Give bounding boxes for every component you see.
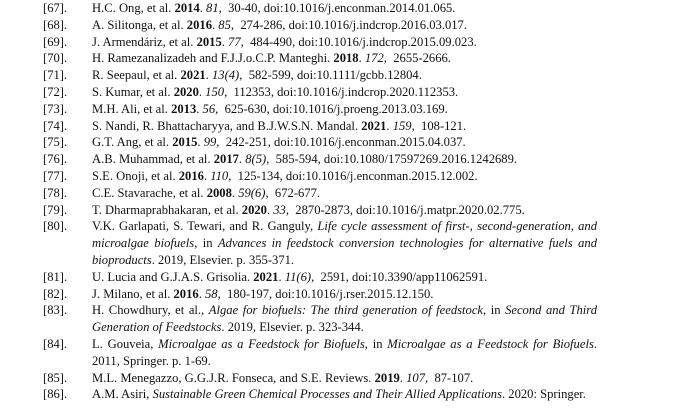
reference-segment: , in: [364, 337, 388, 351]
reference-number: [80].: [43, 219, 68, 234]
reference-italic: 8(5),: [245, 152, 270, 167]
reference-italic: 172,: [364, 51, 387, 66]
reference-segment: , in: [483, 303, 506, 318]
reference-year: 2016: [173, 286, 199, 301]
reference-italic: 33,: [273, 202, 289, 217]
reference-italic: 56,: [202, 101, 219, 116]
reference-segment: 2591, doi:10.3390/app11062591.: [314, 269, 488, 284]
reference-segment: .: [198, 286, 205, 301]
reference-text: [92, 151, 597, 168]
reference-segment: 87-107.: [428, 370, 474, 385]
reference-year: 2021: [180, 68, 206, 83]
reference-segment: U. Lucia and G.J.A.S. Grisolia.: [92, 269, 254, 284]
reference-segment: M.L. Menegazzo, G.G.J.R. Fonseca, and S.E. Reviews.: [92, 370, 375, 385]
reference-text: [92, 67, 597, 84]
reference-segment: .: [358, 51, 365, 66]
reference-segment: S. Kumar, et al.: [92, 85, 174, 99]
reference-segment: T. Dharmaprabhakaran, et al.: [92, 202, 242, 217]
reference-italic: Life cycle assessment of first-, second-generation, and microalgae biofuels: [92, 219, 601, 251]
reference-year: 2015: [172, 135, 198, 150]
reference-number: [69].: [43, 34, 68, 49]
reference-text: [92, 370, 597, 387]
reference-italic: Algae for biofuels: The third generation of feedstock: [208, 303, 483, 318]
reference-italic: 13(4),: [211, 68, 243, 83]
reference-segment: G.T. Ang, et al.: [92, 135, 173, 150]
reference-segment: . 2019, Elsevier. p. 323-344.: [221, 320, 364, 335]
reference-segment: M.H. Ali, et al.: [92, 101, 172, 116]
reference-text: [92, 134, 597, 151]
reference-segment: A.M. Asiri,: [92, 387, 153, 402]
reference-segment: S.E. Onoji, et al.: [92, 169, 179, 183]
reference-number: [76].: [43, 152, 68, 167]
reference-segment: .: [221, 34, 229, 49]
reference-text: [92, 118, 597, 135]
reference-segment: 582-599, doi:10.1111/gcbb.12804.: [242, 68, 422, 83]
reference-year: 2021: [253, 269, 279, 284]
reference-segment: .: [197, 135, 204, 150]
reference-segment: 274-286, doi:10.1016/j.indcrop.2016.03.017.: [234, 17, 468, 32]
reference-italic: 150,: [205, 85, 228, 99]
reference-year: 2019: [374, 370, 400, 385]
reference-segment: J. Milano, et al.: [92, 286, 174, 301]
reference-italic: 58,: [204, 286, 221, 301]
reference-year: 2015: [196, 34, 222, 49]
reference-segment: .: [238, 152, 246, 167]
reference-italic: Advances in feedstock conversion technologies for alternative fuels and bioproducts: [92, 236, 601, 267]
reference-italic: 99,: [203, 135, 220, 150]
reference-text: [92, 286, 597, 303]
reference-text: [92, 302, 601, 336]
reference-segment: .: [266, 202, 274, 217]
reference-segment: .: [198, 85, 206, 99]
reference-segment: 180-197, doi:10.1016/j.rser.2015.12.150.: [220, 286, 434, 301]
reference-italic: 11(6),: [284, 269, 315, 284]
reference-text: [92, 17, 597, 34]
reference-segment: 585-594, doi:10.1080/17597269.2016.1242689.: [269, 152, 518, 167]
reference-segment: . 2020: Springer.: [501, 387, 586, 402]
reference-year: 2017: [213, 152, 239, 167]
reference-text: [92, 50, 597, 67]
reference-segment: .: [386, 118, 393, 133]
reference-text: [92, 202, 597, 219]
reference-segment: 112353, doi:10.1016/j.indcrop.2020.112353.: [227, 85, 459, 99]
reference-segment: 672-677.: [268, 185, 321, 200]
reference-year: 2013: [171, 101, 197, 116]
reference-italic: Sustainable Green Chemical Processes and Their Allied Applications: [152, 387, 502, 402]
reference-segment: L. Gouveia,: [92, 337, 159, 351]
reference-italic: 110,: [210, 169, 232, 183]
reference-segment: H.C. Ong, et al.: [92, 1, 175, 15]
reference-segment: R. Seepaul, et al.: [92, 68, 181, 83]
reference-segment: 242-251, doi:10.1016/j.enconman.2015.04.037.: [219, 135, 466, 150]
reference-segment: . 2019, Elsevier. p. 355-371.: [151, 252, 295, 267]
reference-year: 2016: [178, 169, 204, 183]
reference-number: [81].: [43, 269, 68, 284]
reference-number: [85].: [43, 370, 68, 385]
reference-segment: A.B. Muhammad, et al.: [92, 152, 214, 167]
reference-text: [92, 218, 601, 268]
reference-segment: C.E. Stavarache, et al.: [92, 185, 207, 200]
reference-italic: 85,: [218, 17, 235, 32]
reference-segment: .: [399, 370, 407, 385]
reference-segment: .: [196, 101, 203, 116]
reference-italic: 81,: [206, 1, 222, 15]
reference-number: [67].: [43, 1, 68, 15]
reference-year: 2018: [333, 51, 359, 66]
reference-segment: .: [211, 17, 219, 32]
reference-year: 2020: [241, 202, 267, 217]
reference-number: [86].: [43, 387, 68, 402]
reference-segment: .: [203, 169, 211, 183]
reference-year: 2021: [361, 118, 387, 133]
reference-segment: .: [278, 269, 285, 284]
reference-italic: 159,: [392, 118, 415, 133]
reference-segment: . 2011, Springer. p. 1-69.: [92, 337, 601, 368]
reference-number: [79].: [43, 202, 68, 217]
reference-text: [92, 101, 597, 118]
reference-segment: H. Ramezanalizadeh and F.J.J.o.C.P. Manteghi.: [92, 51, 334, 66]
reference-text: [92, 84, 597, 101]
reference-segment: 2870-2873, doi:10.1016/j.matpr.2020.02.775.: [289, 202, 525, 217]
reference-segment: 484-490, doi:10.1016/j.indcrop.2015.09.023.: [243, 34, 477, 49]
reference-segment: , in: [194, 236, 218, 251]
reference-number: [82].: [43, 286, 68, 301]
reference-segment: .: [199, 1, 207, 15]
reference-number: [84].: [43, 337, 68, 351]
reference-segment: V.K. Garlapati, S. Tewari, and R. Ganguly,: [92, 219, 318, 234]
reference-year: 2014: [174, 1, 200, 15]
reference-italic: 77,: [228, 34, 244, 49]
reference-segment: .: [231, 185, 239, 200]
reference-segment: S. Nandi, R. Bhattacharyya, and B.J.W.S.N. Mandal.: [92, 118, 362, 133]
reference-text: [92, 185, 597, 202]
reference-segment: J. Armendáriz, et al.: [92, 34, 197, 49]
reference-segment: .: [205, 68, 212, 83]
reference-number: [71].: [43, 68, 68, 83]
reference-italic: 59(6),: [238, 185, 269, 200]
reference-number: [83].: [43, 303, 68, 318]
reference-text: [92, 168, 597, 185]
reference-segment: 30-40, doi:10.1016/j.enconman.2014.01.065.: [221, 1, 456, 15]
reference-text: [92, 0, 597, 17]
reference-number: [78].: [43, 185, 68, 200]
reference-year: 2020: [173, 85, 199, 99]
reference-segment: 125-134, doi:10.1016/j.enconman.2015.12.002.: [231, 169, 478, 183]
reference-italic: Microalgae as a Feedstock for Biofuels: [387, 337, 594, 351]
reference-italic: 107,: [406, 370, 429, 385]
reference-segment: H. Chowdhury, et al.,: [92, 303, 209, 318]
reference-number: [73].: [43, 101, 68, 116]
reference-number: [75].: [43, 135, 68, 150]
reference-italic: Microalgae as a Feedstock for Biofuels: [158, 337, 365, 351]
reference-segment: 2655-2666.: [386, 51, 451, 66]
reference-segment: 625-630, doi:10.1016/j.proeng.2013.03.169.: [218, 101, 448, 116]
reference-text: [92, 34, 597, 51]
reference-number: [77].: [43, 169, 68, 183]
reference-text: [92, 386, 597, 403]
reference-number: [74].: [43, 118, 68, 133]
reference-number: [68].: [43, 17, 68, 32]
reference-text: [92, 336, 601, 370]
reference-italic: Second and Third Generation of Feedstocks: [92, 303, 601, 335]
reference-segment: 108-121.: [414, 118, 467, 133]
reference-number: [72].: [43, 85, 68, 99]
reference-text: [92, 269, 597, 286]
reference-segment: A. Silitonga, et al.: [92, 17, 187, 32]
reference-year: 2008: [206, 185, 232, 200]
reference-number: [70].: [43, 51, 68, 66]
reference-year: 2016: [186, 17, 212, 32]
